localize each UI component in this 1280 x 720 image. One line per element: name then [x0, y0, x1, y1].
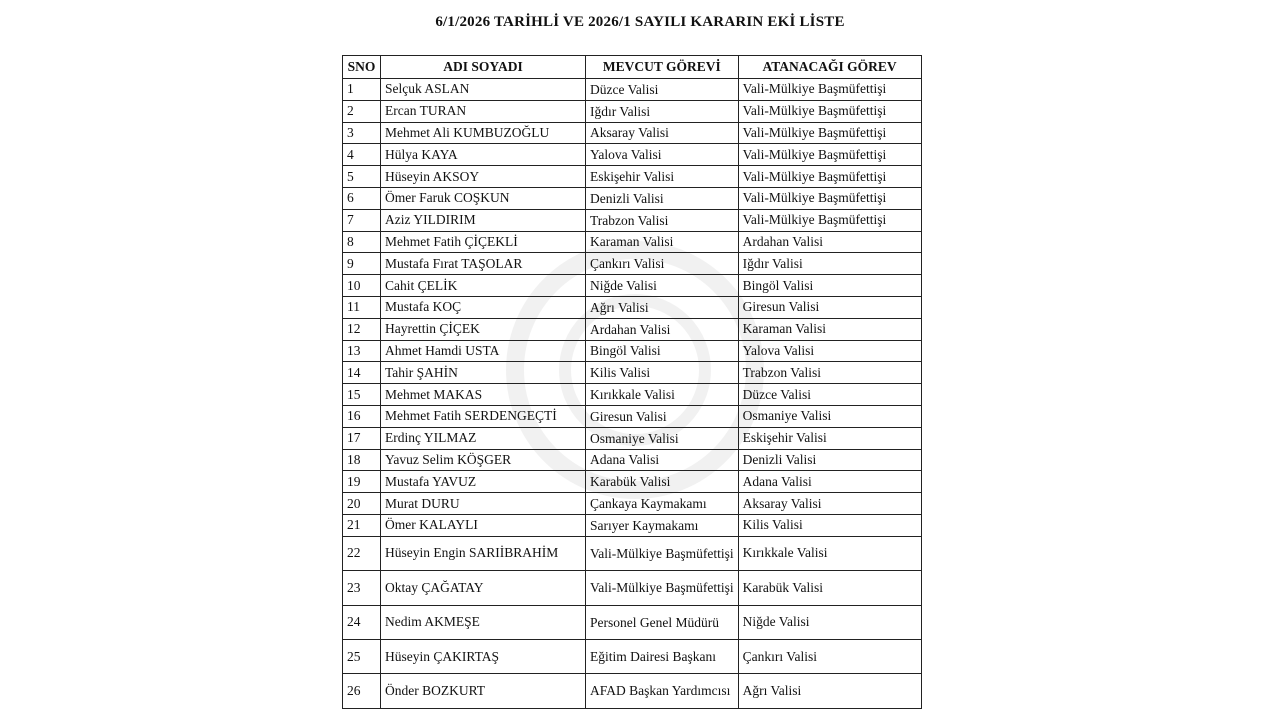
cell-new-position: Bingöl Valisi — [738, 275, 921, 297]
table-row — [343, 405, 922, 427]
cell-new-position: Karaman Valisi — [738, 318, 921, 340]
cell-current-position: Ardahan Valisi — [586, 318, 739, 340]
cell-new-position: Vali-Mülkiye Başmüfettişi — [738, 144, 921, 166]
cell-sno: 20 — [343, 493, 381, 515]
cell-new-position: Ardahan Valisi — [738, 231, 921, 253]
cell-current-position: AFAD Başkan Yardımcısı — [586, 674, 739, 708]
cell-name: Mehmet Fatih ÇİÇEKLİ — [381, 231, 586, 253]
table-row — [343, 427, 922, 449]
cell-sno: 5 — [343, 166, 381, 188]
cell-new-position: Osmaniye Valisi — [738, 405, 921, 427]
table-row — [343, 144, 922, 166]
cell-name: Murat DURU — [381, 493, 586, 515]
cell-current-position: Osmaniye Valisi — [586, 427, 739, 449]
cell-sno: 2 — [343, 100, 381, 122]
table-row — [343, 384, 922, 406]
cell-current-position: Yalova Valisi — [586, 144, 739, 166]
cell-name: Oktay ÇAĞATAY — [381, 571, 586, 605]
cell-sno: 9 — [343, 253, 381, 275]
cell-name: Ömer KALAYLI — [381, 514, 586, 536]
cell-sno: 10 — [343, 275, 381, 297]
cell-sno: 13 — [343, 340, 381, 362]
cell-sno: 14 — [343, 362, 381, 384]
cell-current-position: Trabzon Valisi — [586, 209, 739, 231]
cell-sno: 4 — [343, 144, 381, 166]
cell-current-position: Sarıyer Kaymakamı — [586, 514, 739, 536]
cell-new-position: Düzce Valisi — [738, 384, 921, 406]
cell-new-position: Eskişehir Valisi — [738, 427, 921, 449]
table-row — [343, 639, 922, 673]
cell-new-position: Adana Valisi — [738, 471, 921, 493]
cell-new-position: Vali-Mülkiye Başmüfettişi — [738, 122, 921, 144]
table-row — [343, 449, 922, 471]
header-name: ADI SOYADI — [381, 56, 586, 79]
cell-new-position: Giresun Valisi — [738, 296, 921, 318]
table-row — [343, 493, 922, 515]
cell-new-position: Kırıkkale Valisi — [738, 536, 921, 570]
cell-name: Mehmet Fatih SERDENGEÇTİ — [381, 405, 586, 427]
table-row — [343, 536, 922, 570]
cell-new-position: Çankırı Valisi — [738, 639, 921, 673]
cell-current-position: Kilis Valisi — [586, 362, 739, 384]
table-row — [343, 514, 922, 536]
cell-sno: 3 — [343, 122, 381, 144]
cell-current-position: Eğitim Dairesi Başkanı — [586, 639, 739, 673]
cell-name: Önder BOZKURT — [381, 674, 586, 708]
cell-new-position: Niğde Valisi — [738, 605, 921, 639]
cell-sno: 18 — [343, 449, 381, 471]
table-row — [343, 122, 922, 144]
cell-name: Hayrettin ÇİÇEK — [381, 318, 586, 340]
cell-name: Mehmet Ali KUMBUZOĞLU — [381, 122, 586, 144]
cell-new-position: Trabzon Valisi — [738, 362, 921, 384]
cell-current-position: Vali-Mülkiye Başmüfettişi — [586, 536, 739, 570]
cell-name: Mehmet MAKAS — [381, 384, 586, 406]
cell-name: Hüseyin ÇAKIRTAŞ — [381, 639, 586, 673]
cell-sno: 17 — [343, 427, 381, 449]
cell-current-position: Adana Valisi — [586, 449, 739, 471]
cell-name: Ömer Faruk COŞKUN — [381, 187, 586, 209]
table-row — [343, 253, 922, 275]
cell-name: Erdinç YILMAZ — [381, 427, 586, 449]
cell-current-position: Karaman Valisi — [586, 231, 739, 253]
cell-current-position: Personel Genel Müdürü — [586, 605, 739, 639]
cell-new-position: Vali-Mülkiye Başmüfettişi — [738, 100, 921, 122]
cell-current-position: Vali-Mülkiye Başmüfettişi — [586, 571, 739, 605]
cell-current-position: Aksaray Valisi — [586, 122, 739, 144]
cell-sno: 8 — [343, 231, 381, 253]
cell-name: Ercan TURAN — [381, 100, 586, 122]
cell-new-position: Aksaray Valisi — [738, 493, 921, 515]
cell-new-position: Denizli Valisi — [738, 449, 921, 471]
table-row — [343, 605, 922, 639]
cell-sno: 6 — [343, 187, 381, 209]
cell-name: Yavuz Selim KÖŞGER — [381, 449, 586, 471]
cell-sno: 1 — [343, 79, 381, 101]
cell-current-position: Eskişehir Valisi — [586, 166, 739, 188]
table-row — [343, 79, 922, 101]
cell-current-position: Çankaya Kaymakamı — [586, 493, 739, 515]
table-row — [343, 231, 922, 253]
table-row — [343, 571, 922, 605]
cell-current-position: Kırıkkale Valisi — [586, 384, 739, 406]
table-row — [343, 296, 922, 318]
table-header-row — [343, 56, 922, 79]
cell-sno: 19 — [343, 471, 381, 493]
table-row — [343, 275, 922, 297]
cell-name: Mustafa Fırat TAŞOLAR — [381, 253, 586, 275]
table-row — [343, 318, 922, 340]
cell-sno: 12 — [343, 318, 381, 340]
cell-sno: 11 — [343, 296, 381, 318]
header-current-position: MEVCUT GÖREVİ — [586, 56, 739, 79]
cell-name: Mustafa KOÇ — [381, 296, 586, 318]
table-row — [343, 471, 922, 493]
table-row — [343, 362, 922, 384]
cell-new-position: Vali-Mülkiye Başmüfettişi — [738, 79, 921, 101]
cell-name: Ahmet Hamdi USTA — [381, 340, 586, 362]
cell-name: Cahit ÇELİK — [381, 275, 586, 297]
cell-sno: 16 — [343, 405, 381, 427]
cell-sno: 21 — [343, 514, 381, 536]
cell-new-position: Vali-Mülkiye Başmüfettişi — [738, 209, 921, 231]
cell-name: Hülya KAYA — [381, 144, 586, 166]
table-row — [343, 187, 922, 209]
cell-current-position: Iğdır Valisi — [586, 100, 739, 122]
cell-current-position: Karabük Valisi — [586, 471, 739, 493]
header-new-position: ATANACAĞI GÖREV — [738, 56, 921, 79]
cell-current-position: Ağrı Valisi — [586, 296, 739, 318]
cell-new-position: Karabük Valisi — [738, 571, 921, 605]
cell-name: Nedim AKMEŞE — [381, 605, 586, 639]
cell-sno: 15 — [343, 384, 381, 406]
table-row — [343, 166, 922, 188]
table-body — [343, 79, 922, 709]
cell-name: Tahir ŞAHİN — [381, 362, 586, 384]
header-sno: SNO — [343, 56, 381, 79]
cell-sno: 24 — [343, 605, 381, 639]
table-row — [343, 674, 922, 708]
cell-name: Mustafa YAVUZ — [381, 471, 586, 493]
cell-new-position: Yalova Valisi — [738, 340, 921, 362]
appointment-list-table — [342, 55, 922, 709]
document-title: 6/1/2026 TARİHLİ VE 2026/1 SAYILI KARARIN EKİ LİSTE — [435, 14, 845, 30]
table-row — [343, 100, 922, 122]
cell-current-position: Çankırı Valisi — [586, 253, 739, 275]
cell-current-position: Düzce Valisi — [586, 79, 739, 101]
table-row — [343, 209, 922, 231]
cell-current-position: Denizli Valisi — [586, 187, 739, 209]
cell-current-position: Giresun Valisi — [586, 405, 739, 427]
table-row — [343, 340, 922, 362]
cell-sno: 23 — [343, 571, 381, 605]
cell-sno: 25 — [343, 639, 381, 673]
cell-new-position: Vali-Mülkiye Başmüfettişi — [738, 187, 921, 209]
cell-name: Aziz YILDIRIM — [381, 209, 586, 231]
cell-sno: 26 — [343, 674, 381, 708]
cell-new-position: Vali-Mülkiye Başmüfettişi — [738, 166, 921, 188]
cell-new-position: Iğdır Valisi — [738, 253, 921, 275]
cell-name: Hüseyin Engin SARIİBRAHİM — [381, 536, 586, 570]
cell-sno: 7 — [343, 209, 381, 231]
cell-sno: 22 — [343, 536, 381, 570]
cell-new-position: Kilis Valisi — [738, 514, 921, 536]
cell-name: Selçuk ASLAN — [381, 79, 586, 101]
cell-name: Hüseyin AKSOY — [381, 166, 586, 188]
cell-new-position: Ağrı Valisi — [738, 674, 921, 708]
cell-current-position: Bingöl Valisi — [586, 340, 739, 362]
cell-current-position: Niğde Valisi — [586, 275, 739, 297]
